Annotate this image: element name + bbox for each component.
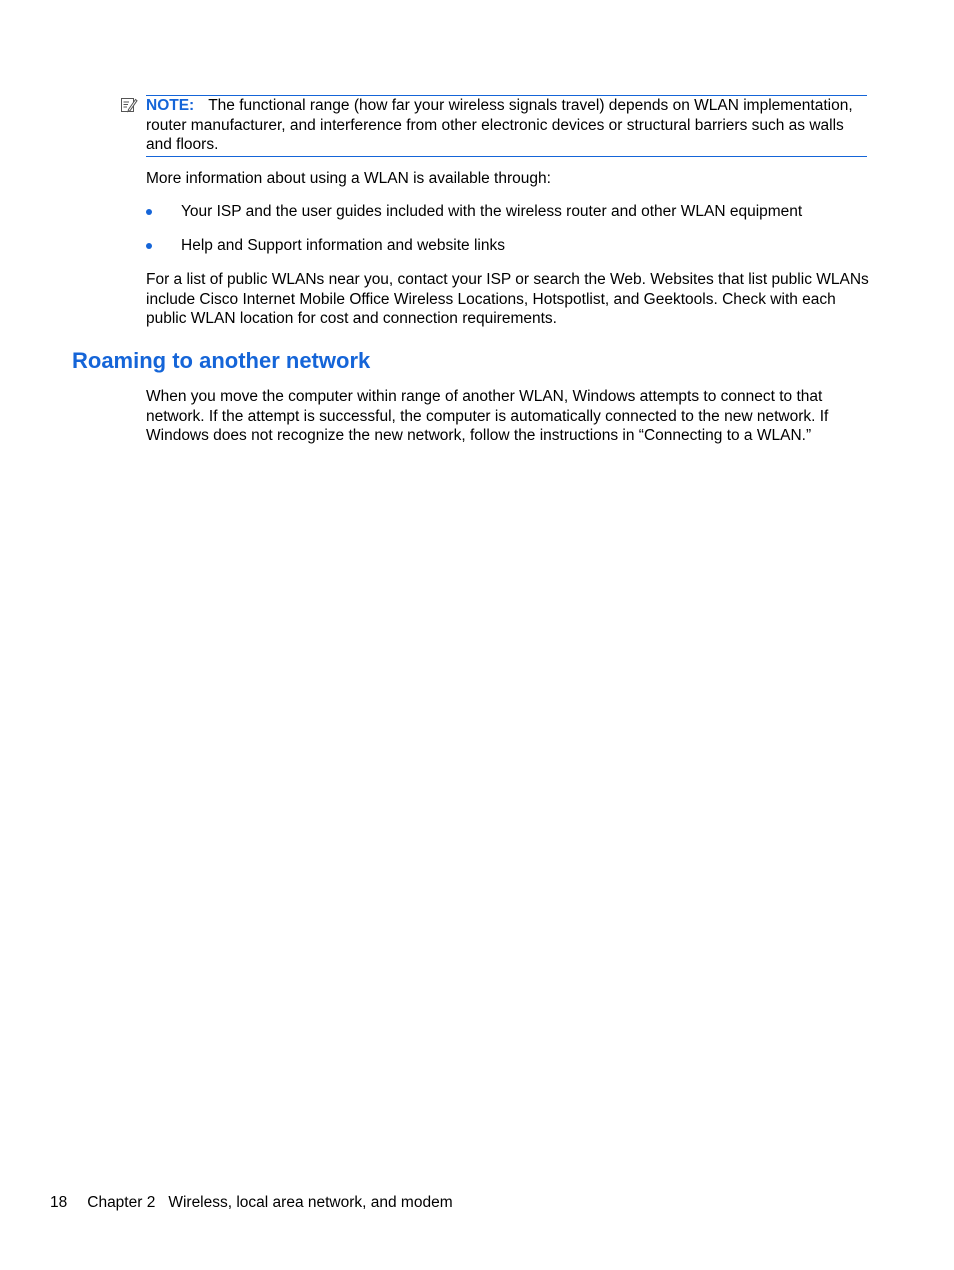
footer-chapter: Chapter 2	[87, 1194, 156, 1211]
page-footer	[50, 1193, 453, 1213]
public-wlans-paragraph: For a list of public WLANs near you, contact your ISP or search the Web. Websites that list public WLANs include Cisco Internet Mobile Office Wireless Locations, Hotspotlist, and Geektools. Check with each public WLAN location for cost and connection requirements.	[146, 271, 869, 327]
footer-chapter-title: Wireless, local area network, and modem	[168, 1194, 453, 1211]
bullet-icon	[146, 209, 152, 215]
note-box	[146, 95, 867, 157]
note-pencil-icon	[120, 96, 138, 114]
page-number: 18	[50, 1194, 68, 1211]
section-heading: Roaming to another network	[72, 348, 371, 373]
bullet-icon	[146, 243, 152, 249]
note-label: NOTE:	[146, 97, 195, 114]
list-item-text: Your ISP and the user guides included with the wireless router and other WLAN equipment	[181, 203, 803, 220]
intro-paragraph: More information about using a WLAN is available through:	[146, 170, 551, 187]
list-item-text: Help and Support information and website links	[181, 237, 505, 254]
note-text: The functional range (how far your wireless signals travel) depends on WLAN implementation, router manufacturer, and interference from other electronic devices or structural barriers such as walls and floors.	[146, 97, 853, 153]
section-body: When you move the computer within range of another WLAN, Windows attempts to connect to that network. If the attempt is successful, the computer is automatically connected to the new network. If Windows does not recognize the new network, follow the instructions in “Connecting to a WLAN.”	[146, 388, 829, 444]
